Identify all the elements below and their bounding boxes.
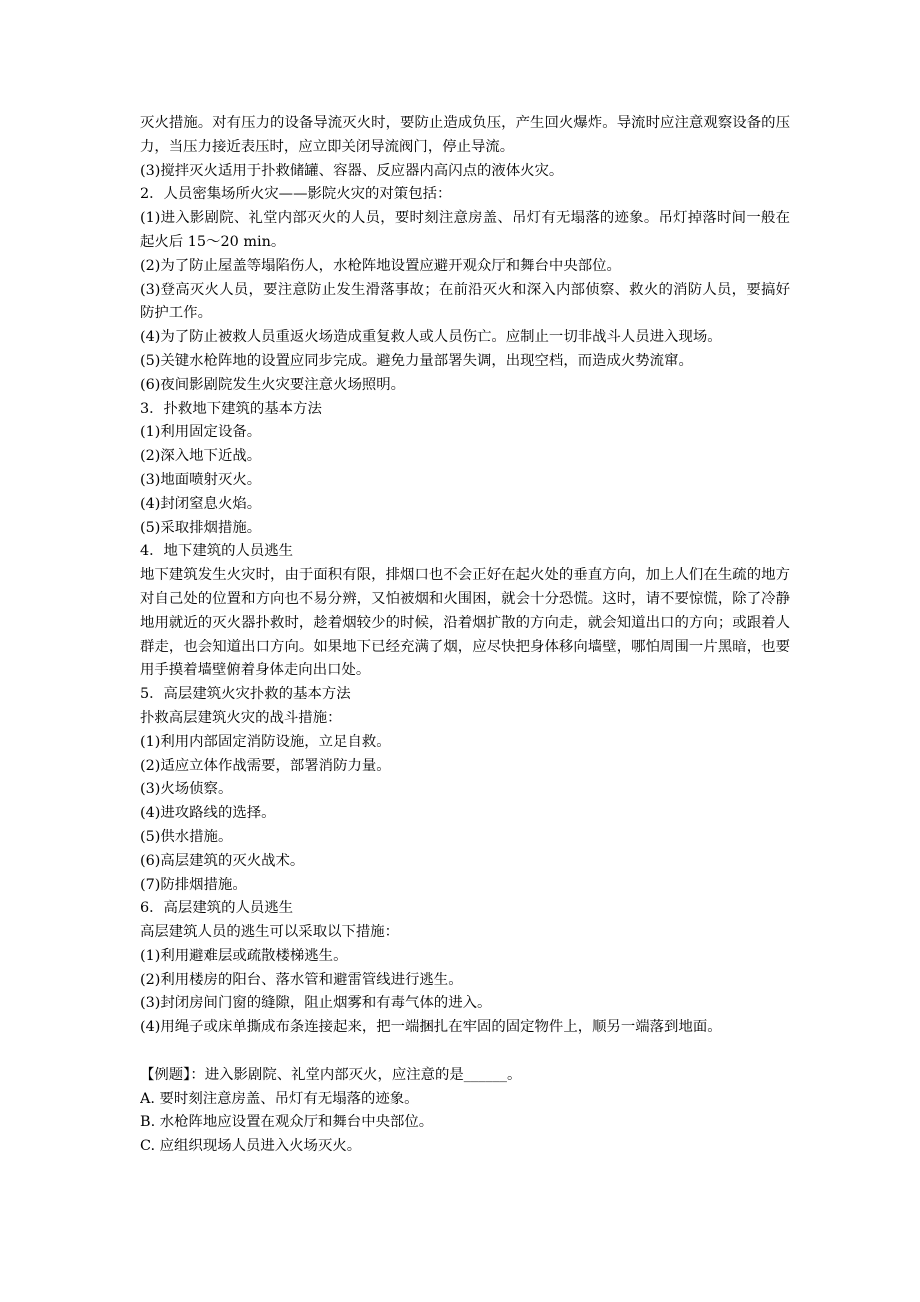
- section-6-intro: 高层建筑人员的逃生可以采取以下措施：: [140, 924, 400, 941]
- section-4-body: 地下建筑发生火灾时，由于面积有限，排烟口也不会正好在起火处的垂直方向，加上人们在生疏的地方对自己处的位置和方向也不易分辨，又怕被烟和火围困，就会十分恐慌。这时，请不要惊慌，除了冷静地用就近的灭火器扑救时，趁着烟较少的时候，沿着烟扩散的方向走，就会知道出口的方向；或跟着人群走，也会知道出口方向。如果地下已经充满了烟，应尽快把身体移向墙壁，哪怕周围一片黑暗，也要用手摸着墙壁俯着身体走向出口处。: [140, 567, 790, 679]
- section-4-heading: 4．地下建筑的人员逃生: [140, 543, 294, 560]
- section-3-heading: 3．扑救地下建筑的基本方法: [140, 400, 322, 417]
- section-6-item-3: (3)封闭房间门窗的缝隙，阻止烟雾和有毒气体的进入。: [140, 995, 492, 1012]
- section-5-item-2: (2)适应立体作战需要，部署消防力量。: [140, 757, 391, 774]
- section-5-heading: 5．高层建筑火灾扑救的基本方法: [140, 686, 351, 703]
- blank-line: [140, 1040, 790, 1064]
- section-5-item-1: (1)利用内部固定消防设施，立足自救。: [140, 733, 391, 750]
- section-2-item-1: (1)进入影剧院、礼堂内部灭火的人员，要时刻注意房盖、吊灯有无塌落的迹象。吊灯掉落时间一般在起火后 15～20 min。: [140, 210, 790, 250]
- section-2-item-3: (3)登高灭火人员，要注意防止发生滑落事故；在前沿灭火和深入内部侦察、救火的消防人员，要搞好防护工作。: [140, 281, 790, 322]
- example-question: 【例题】：进入影剧院、礼堂内部灭火，应注意的是______。: [140, 1066, 522, 1083]
- section-3-item-2: (2)深入地下近战。: [140, 448, 262, 465]
- continuation-paragraph: 灭火措施。对有压力的设备导流灭火时，要防止造成负压，产生回火爆炸。导流时应注意观察设备的压力，当压力接近表压时，应立即关闭导流阀门，停止导流。: [140, 115, 790, 155]
- section-3-item-3: (3)地面喷射灭火。: [140, 471, 262, 488]
- section-3-item-5: (5)采取排烟措施。: [140, 519, 262, 536]
- section-3-item-1: (1)利用固定设备。: [140, 424, 262, 441]
- section-5-item-5: (5)供水措施。: [140, 828, 233, 845]
- section-6-heading: 6．高层建筑的人员逃生: [140, 900, 294, 917]
- example-option-b: B. 水枪阵地应设置在观众厅和舞台中央部位。: [140, 1114, 434, 1131]
- continuation-item-3: (3)搅拌灭火适用于扑救储罐、容器、反应器内高闪点的液体火灾。: [140, 162, 564, 179]
- example-option-a: A. 要时刻注意房盖、吊灯有无塌落的迹象。: [140, 1090, 419, 1107]
- section-2-item-4: (4)为了防止被救人员重返火场造成重复救人或人员伤亡。应制止一切非战斗人员进入现场。: [140, 329, 722, 346]
- section-3-item-4: (4)封闭窒息火焰。: [140, 495, 262, 512]
- example-option-c: C. 应组织现场人员进入火场灭火。: [140, 1138, 362, 1155]
- section-2-item-6: (6)夜间影剧院发生火灾要注意火场照明。: [140, 376, 406, 393]
- section-5-item-4: (4)进攻路线的选择。: [140, 805, 276, 822]
- section-6-item-2: (2)利用楼房的阳台、落水管和避雷管线进行逃生。: [140, 971, 463, 988]
- section-2-heading: 2．人员密集场所火灾——影院火灾的对策包括：: [140, 186, 452, 203]
- section-6-item-1: (1)利用避难层或疏散楼梯逃生。: [140, 947, 348, 964]
- section-2-item-5: (5)关键水枪阵地的设置应同步完成。避免力量部署失调，出现空档，而造成火势流窜。: [140, 352, 693, 369]
- section-5-item-3: (3)火场侦察。: [140, 781, 233, 798]
- section-5-item-7: (7)防排烟措施。: [140, 876, 247, 893]
- section-5-intro: 扑救高层建筑火灾的战斗措施：: [140, 709, 342, 726]
- section-6-item-4: (4)用绳子或床单撕成布条连接起来，把一端捆扎在牢固的固定物件上，顺另一端落到地面。: [140, 1019, 722, 1036]
- document-page: [140, 112, 790, 1159]
- section-5-item-6: (6)高层建筑的灭火战术。: [140, 852, 305, 869]
- section-2-item-2: (2)为了防止屋盖等塌陷伤人，水枪阵地设置应避开观众厅和舞台中央部位。: [140, 257, 621, 274]
